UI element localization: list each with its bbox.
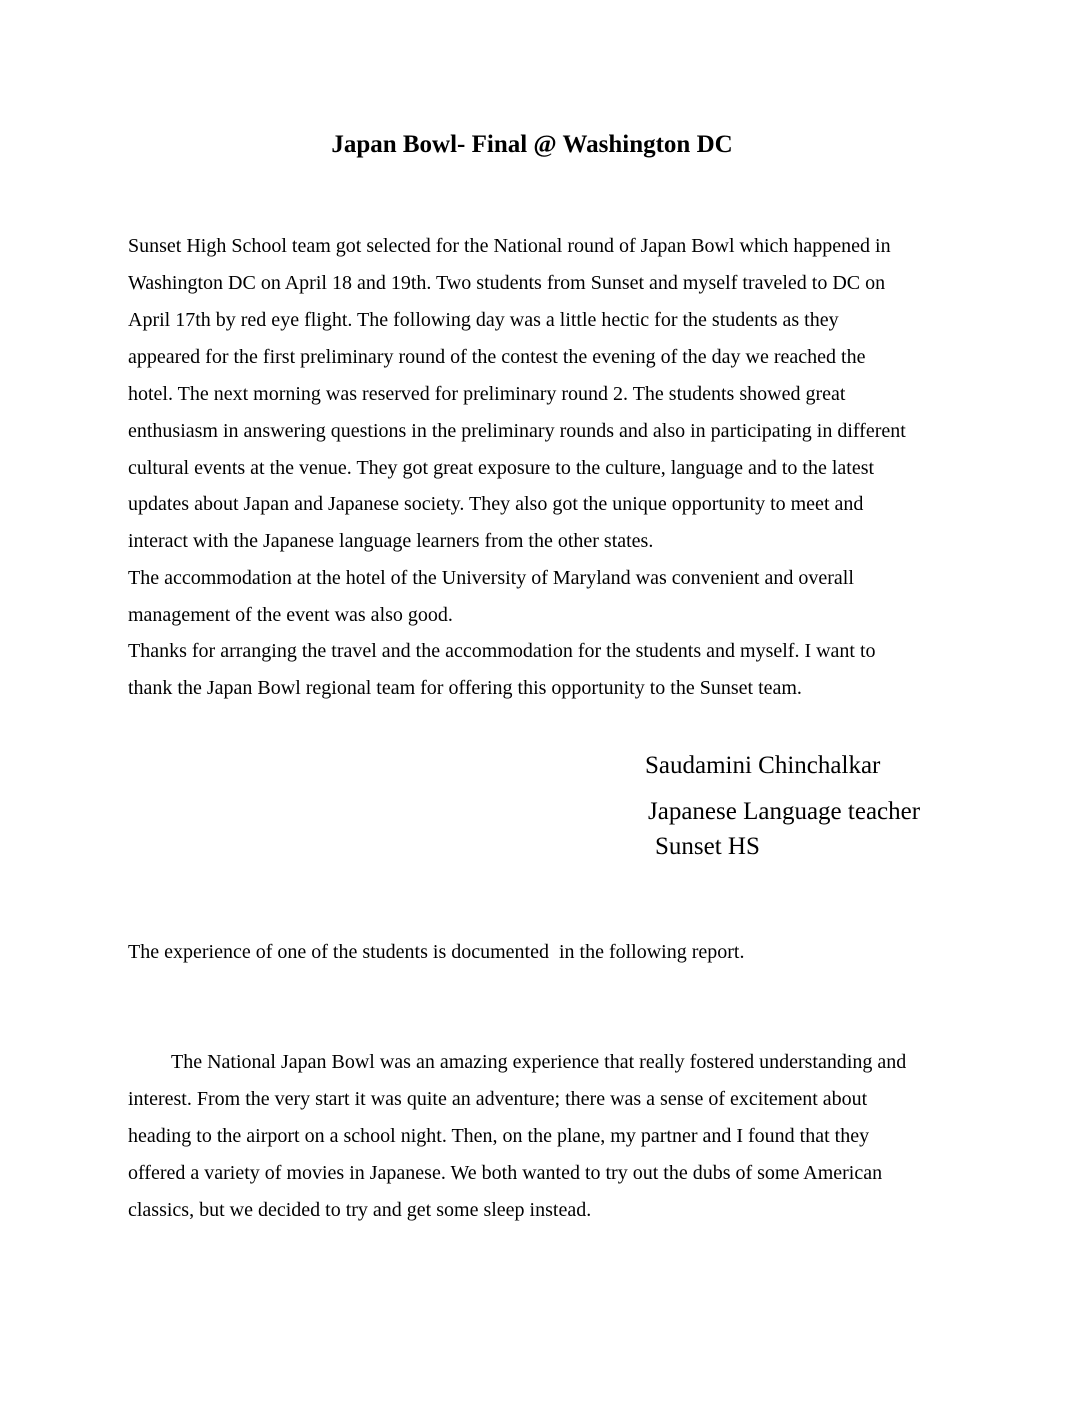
- letter-line: Sunset High School team got selected for the National round of Japan Bowl which happened in: [128, 235, 891, 257]
- report-line: interest. From the very start it was quite an adventure; there was a sense of excitement about: [128, 1088, 868, 1110]
- letter-line: appeared for the first preliminary round of the contest the evening of the day we reached the: [128, 346, 866, 368]
- letter-line: Thanks for arranging the travel and the accommodation for the students and myself. I want to: [128, 640, 876, 662]
- letter-line: enthusiasm in answering questions in the preliminary rounds and also in participating in different: [128, 420, 906, 442]
- signature-school: Sunset HS: [655, 833, 760, 860]
- document-title: Japan Bowl- Final @ Washington DC: [331, 131, 733, 158]
- letter-line: management of the event was also good.: [128, 604, 453, 626]
- letter-line: cultural events at the venue. They got great exposure to the culture, language and to the latest: [128, 457, 875, 479]
- report-line: The National Japan Bowl was an amazing experience that really fostered understanding and: [171, 1051, 907, 1073]
- letter-line: thank the Japan Bowl regional team for offering this opportunity to the Sunset team.: [128, 677, 802, 699]
- letter-line: hotel. The next morning was reserved for preliminary round 2. The students showed great: [128, 383, 846, 405]
- report-line: offered a variety of movies in Japanese. We both wanted to try out the dubs of some American: [128, 1162, 883, 1184]
- letter-line: updates about Japan and Japanese society. They also got the unique opportunity to meet and: [128, 493, 864, 515]
- letter-line: The accommodation at the hotel of the University of Maryland was convenient and overall: [128, 567, 854, 589]
- signature-role: Japanese Language teacher: [648, 798, 921, 825]
- letter-line: Washington DC on April 18 and 19th. Two students from Sunset and myself traveled to DC on: [128, 272, 886, 294]
- report-line: classics, but we decided to try and get some sleep instead.: [128, 1199, 592, 1221]
- letter-line: interact with the Japanese language learners from the other states.: [128, 530, 654, 552]
- report-line: heading to the airport on a school night. Then, on the plane, my partner and I found that they: [128, 1125, 870, 1147]
- intro-line: The experience of one of the students is documented in the following report.: [128, 941, 745, 963]
- signature-name: Saudamini Chinchalkar: [645, 752, 881, 779]
- letter-line: April 17th by red eye flight. The following day was a little hectic for the students as they: [128, 309, 839, 331]
